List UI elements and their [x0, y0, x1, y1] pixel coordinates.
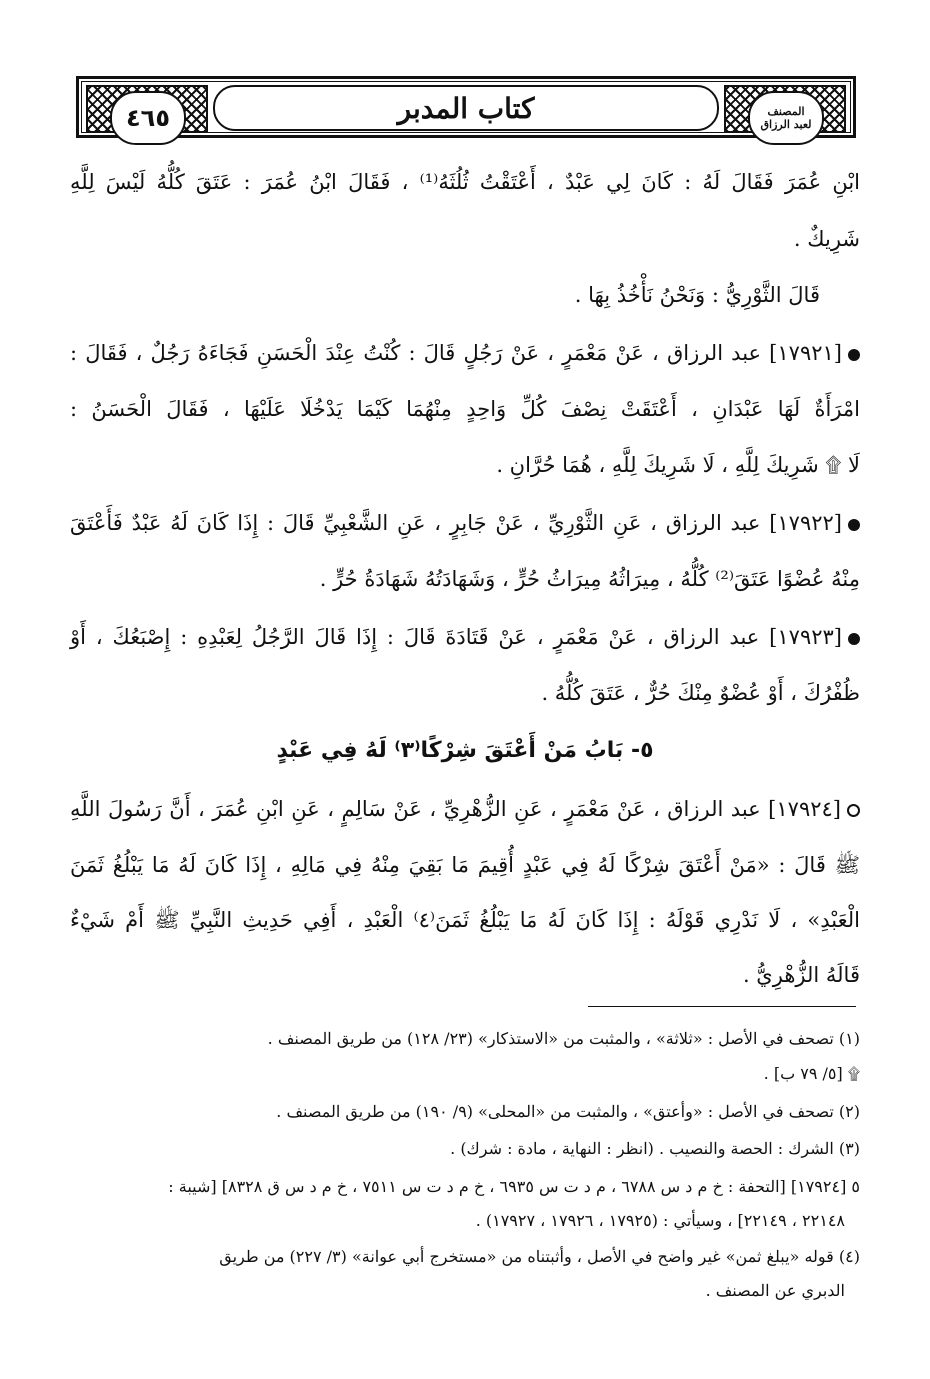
hadith-17924 — [70, 792, 860, 826]
bullet-icon — [848, 633, 860, 645]
bullet-icon — [848, 519, 860, 531]
book-title: كتاب المدبر — [397, 91, 535, 125]
text-line: امْرَأَةٌ لَهَا عَبْدَانِ ، أَعْتَقَتْ نِصْفَ كُلِّ وَاحِدٍ مِنْهُمَا كَيْمَا يَدْخُلَا عَلَيْهَا ، فَقَالَ الْحَسَنُ : — [70, 397, 860, 421]
text-line: [١٧٩٢٤] عبد الرزاق ، عَنْ مَعْمَرٍ ، عَنِ الزُّهْرِيِّ ، عَنْ سَالِمٍ ، عَنِ ابْنِ عُمَرَ ، أَنَّ رَسُولَ اللَّهِ — [70, 797, 841, 821]
footnote: (٤) قوله «يبلغ ثمن» غير واضح في الأصل ، وأثبتناه من «مستخرج أبي عوانة» (٣/ ٢٢٧) من طريق — [219, 1247, 860, 1266]
bullet-icon — [848, 349, 860, 361]
hollow-bullet-icon — [847, 804, 860, 817]
footnote: ٢٢١٤٨ ، ٢٢١٤٩] ، وسيأتي : (١٧٩٢٥ ، ١٧٩٢٦ ، ١٧٩٢٧) . — [475, 1211, 845, 1230]
text-line: لَا ۩ شَرِيكَ لِلَّهِ ، لَا شَرِيكَ لِلَّهِ ، هُمَا حُرَّانِ . — [496, 453, 860, 477]
hadith-17922 — [70, 506, 860, 540]
chapter-heading: ٥- بَابُ مَنْ أَعْتَقَ شِرْكًا⁽٣⁾ لَهُ فِي عَبْدٍ — [276, 738, 654, 763]
footnote: (٢) تصحف في الأصل : «وأعتق» ، والمثبت من «المحلى» (٩/ ١٩٠) من طريق المصنف . — [276, 1102, 860, 1121]
text-line: [١٧٩٢٢] عبد الرزاق ، عَنِ الثَّوْرِيِّ ، عَنْ جَابِرٍ ، عَنِ الشَّعْبِيِّ قَالَ : إِذَا كَانَ لَهُ عَبْدٌ فَأَعْتَقَ — [70, 511, 842, 535]
footnote-divider — [588, 1006, 856, 1007]
text-line: ظُفْرُكَ ، أَوْ عُضْوٌ مِنْكَ حُرٌّ ، عَتَقَ كُلُّهُ . — [541, 681, 860, 705]
text-line: [١٧٩٢١] عبد الرزاق ، عَنْ مَعْمَرٍ ، عَنْ رَجُلٍ قَالَ : كُنْتُ عِنْدَ الْحَسَنِ فَجَاءَهُ رَجُلٌ ، فَقَالَ : — [70, 341, 842, 365]
text-line: الْعَبْدِ» ، لَا نَدْرِي قَوْلَهُ : إِذَا كَانَ لَهُ مَا يَبْلُغُ ثَمَنَ⁽٤⁾ الْعَبْدِ ، أَفِي حَدِيثِ النَّبِيِّ ﷺ أَمْ شَيْءٌ — [70, 908, 861, 932]
logo-line-2: لعبد الرزاق — [760, 118, 812, 131]
page-number: ٤٦٥ — [126, 104, 170, 132]
hadith-17923 — [70, 620, 860, 654]
book-logo — [748, 91, 824, 145]
footnote: (٣) الشرك : الحصة والنصيب . (انظر : النهاية ، مادة : شرك) . — [450, 1139, 860, 1158]
ornament-right-icon — [724, 85, 846, 133]
hadith-17921 — [70, 336, 860, 370]
footnote: الدبري عن المصنف . — [705, 1281, 845, 1300]
text-line: مِنْهُ عُضْوًا عَتَقَ⁽²⁾ كُلُّهُ ، مِيرَاثُهُ مِيرَاثُ حُرٍّ ، وَشَهَادَتُهُ شَهَادَةُ حُرٍّ . — [319, 567, 860, 591]
text-line: شَرِيكٌ . — [793, 227, 860, 251]
text-line: [١٧٩٢٣] عبد الرزاق ، عَنْ مَعْمَرٍ ، عَنْ قَتَادَةَ قَالَ : إِذَا قَالَ الرَّجُلُ لِعَبْدِهِ : إِصْبَعُكَ ، أَوْ — [70, 625, 842, 649]
title-cartouche — [213, 85, 719, 131]
footnote: ٥ [١٧٩٢٤] [التحفة : خ م د س ٦٧٨٨ ، م د ت س ٦٩٣٥ ، خ م د ت س ٧٥١١ ، خ م د س ق ٨٣٢٨] [شيبة : — [168, 1177, 860, 1196]
page-header — [76, 76, 856, 138]
ornament-left-icon — [86, 85, 208, 133]
text-line: قَالَ الثَّوْرِيُّ : وَنَحْنُ نَأْخُذُ بِهَا . — [574, 283, 820, 307]
footnote: (١) تصحف في الأصل : «ثلاثة» ، والمثبت من «الاستذكار» (٢٣/ ١٢٨) من طريق المصنف . — [267, 1029, 860, 1048]
logo-line-1: المصنف — [767, 105, 805, 118]
footnote: ۩ [٥/ ٧٩ ب] . — [763, 1064, 860, 1083]
text-line: ابْنِ عُمَرَ فَقَالَ لَهُ : كَانَ لِي عَبْدٌ ، أَعْتَقْتُ ثُلُثَهُ⁽¹⁾ ، فَقَالَ ابْنُ عُمَرَ : عَتَقَ كُلُّهُ لَيْسَ لِلَّهِ — [70, 170, 861, 194]
page-number-cartouche — [110, 91, 186, 145]
text-line: ﷺ قَالَ : «مَنْ أَعْتَقَ شِرْكًا لَهُ فِي عَبْدٍ أُقِيمَ مَا بَقِيَ مِنْهُ فِي مَالِهِ ، إِذَا كَانَ لَهُ مَا يَبْلُغُ ثَمَنَ — [70, 853, 860, 877]
text-line: قَالَهُ الزُّهْرِيُّ . — [742, 963, 860, 987]
